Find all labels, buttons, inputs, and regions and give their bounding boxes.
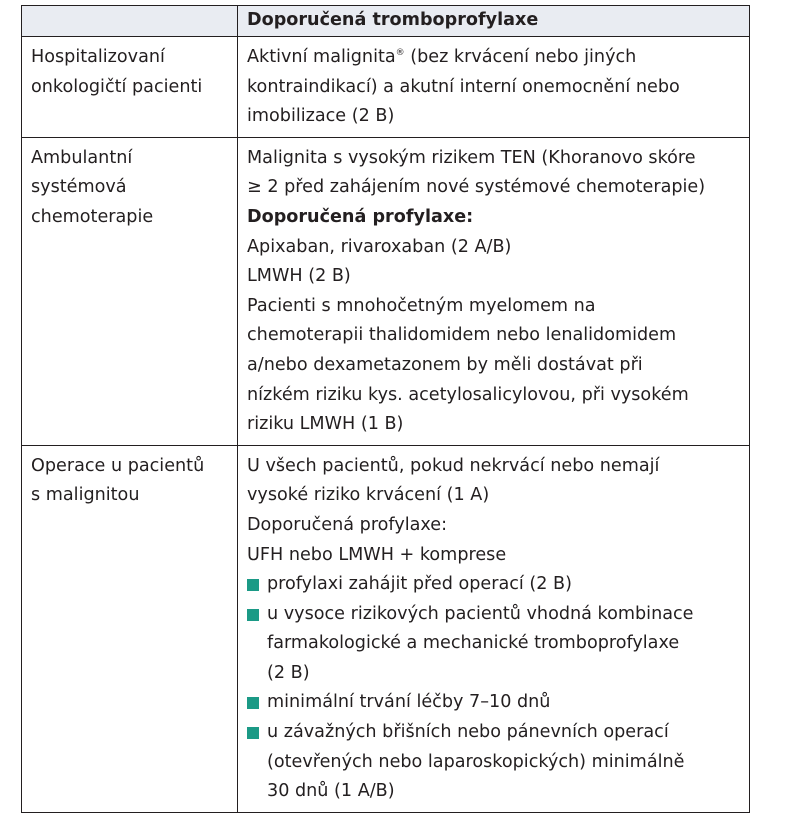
table-row bbox=[22, 137, 750, 445]
content-line: UFH nebo LMWH + komprese bbox=[247, 544, 507, 565]
label-line: Hospitalizovaní bbox=[31, 47, 165, 67]
bullet-text: u závažných břišních nebo pánevních operací bbox=[267, 722, 669, 743]
header-row bbox=[22, 6, 750, 37]
content-text: Aktivní malignita bbox=[247, 47, 396, 67]
bullet-item bbox=[247, 718, 745, 807]
square-bullet-icon bbox=[247, 609, 259, 621]
content-line: ≥ 2 před zahájením nové systémové chemoterapie) bbox=[247, 177, 706, 198]
square-bullet-icon bbox=[247, 579, 259, 591]
label-line: s malignitou bbox=[31, 485, 140, 506]
content-line: chemoterapii thalidomidem nebo lenalidomidem bbox=[247, 325, 677, 346]
content-line: Malignita s vysokým rizikem TEN (Khoranovo skóre bbox=[247, 147, 696, 168]
row-content-surgery bbox=[238, 445, 750, 812]
content-line: U všech pacientů, pokud nekrvácí nebo nemají bbox=[247, 455, 660, 476]
content-line: imobilizace (2 B) bbox=[247, 106, 395, 127]
bullet-text: u vysoce rizikových pacientů vhodná kombinace bbox=[267, 603, 694, 624]
recommendation-table bbox=[21, 5, 750, 813]
header-empty-cell bbox=[22, 6, 238, 37]
content-line: vysoké riziko krvácení (1 A) bbox=[247, 485, 490, 506]
content-line: a/nebo dexametazonem by měli dostávat při bbox=[247, 354, 643, 375]
label-line: Operace u pacientů bbox=[31, 455, 205, 476]
row-label-hospitalized bbox=[22, 37, 238, 138]
bullet-item bbox=[247, 600, 745, 689]
square-bullet-icon bbox=[247, 697, 259, 709]
content-line: LMWH (2 B) bbox=[247, 266, 351, 287]
bullet-item bbox=[247, 570, 745, 600]
content-line bbox=[247, 43, 745, 73]
table-row bbox=[22, 37, 750, 138]
recommended-prophylaxis-heading: Doporučená profylaxe: bbox=[247, 206, 474, 227]
row-content-hospitalized bbox=[238, 37, 750, 138]
content-line: Doporučená profylaxe: bbox=[247, 514, 448, 535]
bullet-text: (otevřených nebo laparoskopických) minimálně bbox=[267, 751, 685, 772]
bullet-text: 30 dnů (1 A/B) bbox=[267, 781, 395, 802]
bullet-text: profylaxi zahájit před operací (2 B) bbox=[267, 574, 572, 595]
label-line: Ambulantní bbox=[31, 147, 133, 168]
row-content-ambulatory bbox=[238, 137, 750, 445]
content-line: nízkém riziku kys. acetylosalicylovou, při vysokém bbox=[247, 384, 689, 405]
bullet-text: (2 B) bbox=[267, 662, 310, 683]
content-line: Apixaban, rivaroxaban (2 A/B) bbox=[247, 236, 512, 257]
content-text: (bez krvácení nebo jiných bbox=[404, 47, 637, 67]
label-line: onkologičtí pacienti bbox=[31, 76, 203, 97]
table-row bbox=[22, 445, 750, 812]
bullet-text: farmakologické a mechanické tromboprofylaxe bbox=[267, 633, 680, 654]
label-line: systémová bbox=[31, 177, 127, 198]
row-label-surgery bbox=[22, 445, 238, 812]
row-label-ambulatory bbox=[22, 137, 238, 445]
header-recommendation: Doporučená tromboprofylaxe bbox=[238, 6, 750, 37]
square-bullet-icon bbox=[247, 727, 259, 739]
label-line: chemoterapie bbox=[31, 206, 154, 227]
registered-mark: ® bbox=[395, 48, 405, 59]
bullet-text: minimální trvání léčby 7–10 dnů bbox=[267, 692, 551, 713]
content-line: Pacienti s mnohočetným myelomem na bbox=[247, 295, 596, 316]
content-line: riziku LMWH (1 B) bbox=[247, 414, 404, 435]
bullet-item bbox=[247, 688, 745, 718]
content-line: kontraindikací) a akutní interní onemocnění nebo bbox=[247, 76, 680, 97]
